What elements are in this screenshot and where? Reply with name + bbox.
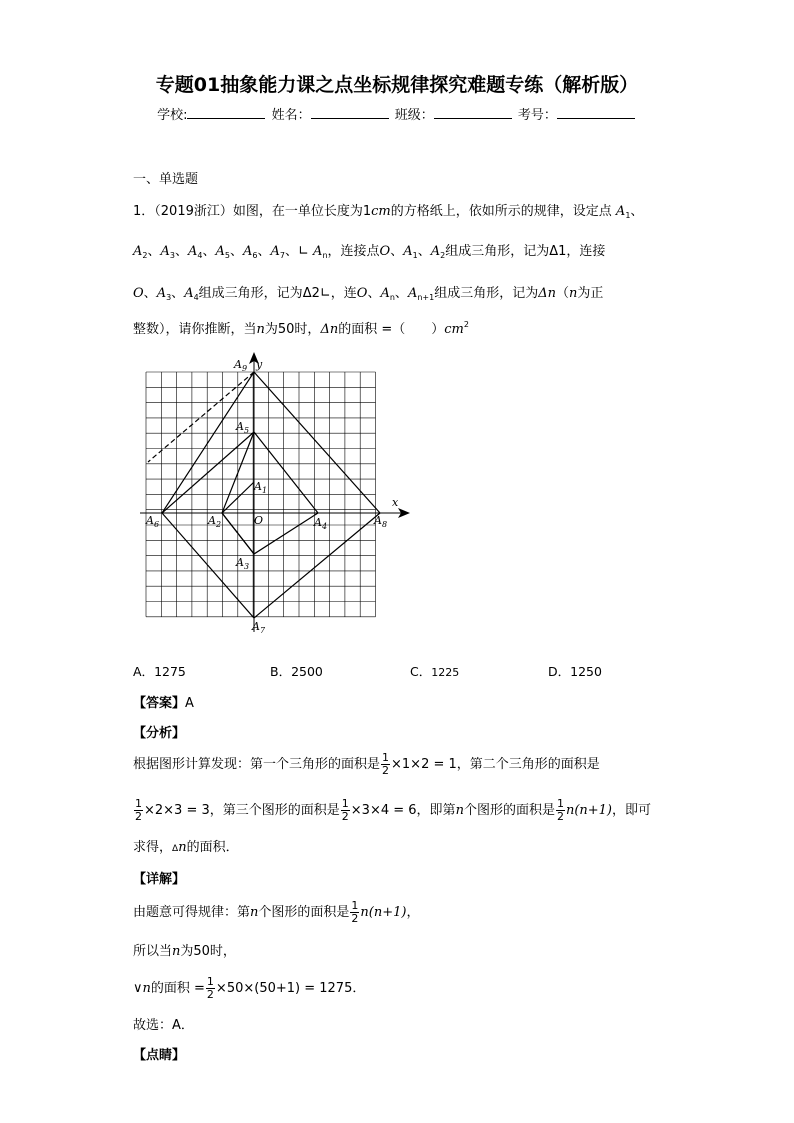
analysis-line-1: 根据图形计算发现：第一个三角形的面积是 $\frac{1}{2}$ ×1×2 = 1，第二个三角形的面积是 — [133, 751, 600, 777]
question-text: ，连 — [330, 286, 357, 301]
label-a6: $A_6$ — [146, 514, 160, 529]
diamond-outer — [162, 372, 380, 618]
grid-lines — [146, 372, 376, 617]
unit-exp: 2 — [463, 320, 469, 329]
label-y: y — [256, 358, 263, 371]
question-text: 为正 — [577, 286, 604, 301]
comment-label: 【点睛】 — [133, 1048, 186, 1063]
separator: 、 — [630, 204, 644, 219]
option-a[interactable]: A．1275 — [133, 664, 186, 679]
analysis-line-3: 求得，Δn的面积． — [133, 840, 239, 855]
question-text: 的方格纸上，依如所示的规律，设定点 — [390, 204, 612, 219]
number-blank — [557, 106, 635, 119]
question-text: （ — [555, 286, 569, 301]
unit-cm: cm — [444, 322, 464, 337]
question-line-2: $A_2$、$A_3$、$A_4$、$A_5$、$A_6$、$A_7$、∟ $A_n$，连接点O、$A_1$、$A_2$组成三角形，记为Δ1，连接 — [133, 244, 606, 260]
question-text: 整数），请你推断，当 — [133, 322, 257, 337]
detail-line-4: 故选：A． — [133, 1018, 194, 1033]
number-label: 考号： — [517, 108, 557, 123]
fraction: $\frac{1}{2}$ — [382, 751, 390, 777]
school-label: 学校: — [157, 108, 188, 123]
triangle-n: Δn — [538, 286, 556, 301]
question-text: 的面积 =（ ） — [338, 322, 445, 337]
label-o: O — [254, 514, 264, 527]
label-x: x — [392, 496, 399, 509]
class-label: 班级： — [394, 108, 434, 123]
label-a9: $A_9$ — [234, 358, 248, 373]
question-text: 组成三角形，记为 — [445, 244, 550, 259]
label-a1: $A_1$ — [254, 480, 268, 495]
ellipsis: ∟ — [298, 244, 309, 259]
label-a4: $A_4$ — [314, 516, 328, 531]
class-blank — [434, 106, 512, 119]
school-blank — [187, 106, 265, 119]
question-text: 为50时， — [264, 322, 321, 337]
grid-figure — [140, 350, 420, 640]
label-a7: $A_7$ — [252, 620, 266, 635]
question-line-3: O、$A_3$、$A_4$组成三角形，记为Δ2∟，连O、$A_n$、$A_{n+1}$组成三角形，记为Δn（n为正 — [133, 286, 604, 302]
question-text: ，连接 — [566, 244, 606, 259]
section-heading: 一、单选题 — [133, 172, 199, 187]
question-text: 组成三角形，记为 — [198, 286, 303, 301]
triangle-2: Δ2∟ — [302, 286, 331, 301]
label-a8: $A_8$ — [374, 514, 388, 529]
detail-label: 【详解】 — [133, 872, 186, 887]
detail-line-1: 由题意可得规律：第n个图形的面积是 $\frac{1}{2}$ n(n+1)， — [133, 899, 420, 925]
unit-text: cm — [371, 204, 391, 219]
triangle-1: Δ1 — [549, 244, 567, 259]
option-d[interactable]: D．1250 — [548, 664, 602, 679]
name-label: 姓名： — [271, 108, 311, 123]
analysis-line-2: $\frac{1}{2}$ ×2×3 = 3，第三个图形的面积是 $\frac{1}{2}$ ×3×4 = 6，即第n个图形的面积是 $\frac{1}{2}$ n(n+1)，即可 — [135, 797, 652, 823]
point-label: A — [615, 204, 626, 219]
var-n: n — [569, 286, 578, 301]
question-text: （2019浙江）如图，在一单位长度为 — [154, 204, 363, 219]
unit-number: 1 — [362, 204, 372, 219]
option-c[interactable]: C．1225 — [410, 664, 460, 679]
question-text: 组成三角形，记为 — [434, 286, 539, 301]
label-a5: $A_5$ — [236, 420, 250, 435]
label-a3: $A_3$ — [236, 556, 250, 571]
question-line-4: 整数），请你推断，当n为50时，Δn的面积 =（ ）$cm^2$ — [133, 320, 469, 337]
page-title: 专题01抽象能力课之点坐标规律探究难题专练（解析版） — [155, 74, 639, 96]
detail-line-2: 所以当n为50时， — [133, 944, 236, 959]
diamond-inner — [222, 432, 318, 554]
segment-a5-a6 — [162, 432, 254, 513]
name-blank — [311, 106, 389, 119]
question-number: 1． — [133, 204, 155, 219]
label-a2: $A_2$ — [208, 514, 222, 529]
question-text: ，连接点 — [327, 244, 380, 259]
student-info-line — [0, 104, 794, 123]
analysis-label: 【分析】 — [133, 726, 186, 741]
option-b[interactable]: B．2500 — [270, 664, 323, 679]
origin-label: O — [379, 244, 391, 259]
question-line-1: 1．（2019浙江）如图，在一单位长度为1cm的方格纸上，依如所示的规律，设定点 $A_1$、 — [133, 204, 644, 220]
detail-line-3: ∨n的面积 = $\frac{1}{2}$ ×50×(50+1) = 1275． — [133, 975, 366, 1001]
answer-line: 【答案】A — [133, 696, 194, 711]
